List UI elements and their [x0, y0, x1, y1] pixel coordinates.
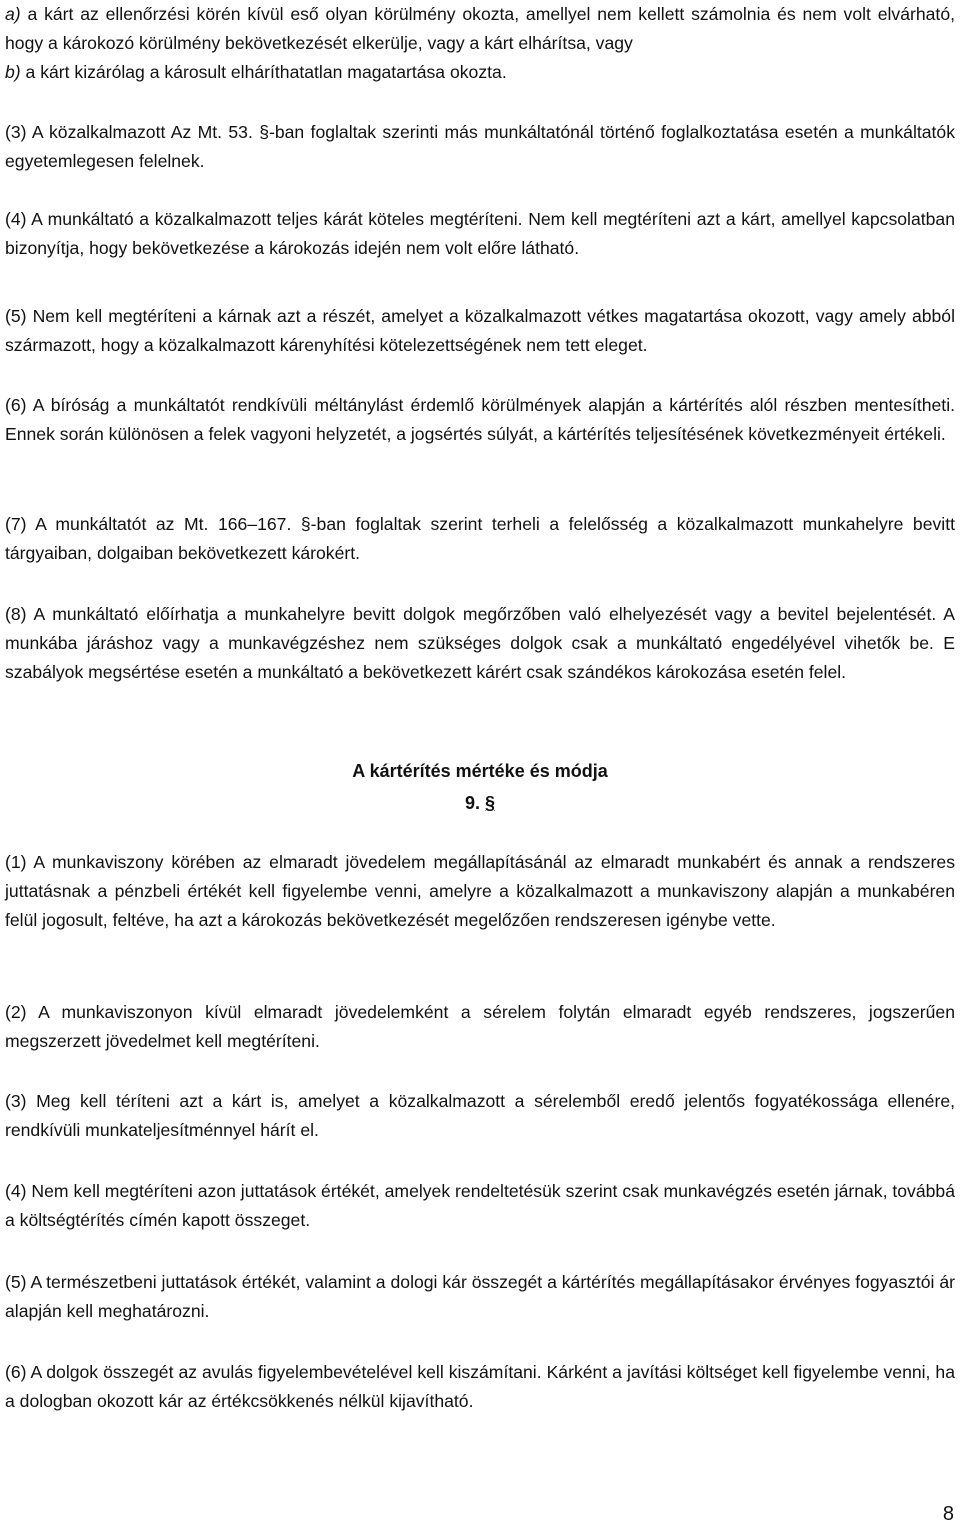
section-title: A kártérítés mértéke és módja [352, 761, 608, 781]
item-b-prefix: b) [5, 61, 21, 82]
item-a-prefix: a) [5, 4, 21, 24]
section-number [0, 789, 960, 817]
page-number: 8 [942, 1503, 954, 1525]
paragraph-3-top: (3) A közalkalmazott Az Mt. 53. §-ban foglaltak szerinti más munkáltatónál történő foglalkoztatása esetén a munkáltatók egyetemlegesen felelnek. [5, 122, 955, 171]
paragraph-4-bottom: (4) Nem kell megtéríteni azon juttatások értékét, amelyek rendeltetésük szerint csak munkavégzés esetén járnak, továbbá a költségtérítés címén kapott összeget. [5, 1181, 955, 1230]
item-b-text: a kárt kizárólag a károsult elháríthatatlan magatartása okozta. [20, 61, 507, 82]
paragraph-4-top: (4) A munkáltató a közalkalmazott teljes kárát köteles megtéríteni. Nem kell megtéríteni azt a kárt, amellyel kapcsolatban bizonyítja, hogy bekövetkezése a károkozás idején nem volt előre látható. [5, 209, 955, 258]
paragraph-3-bottom: (3) Meg kell téríteni azt a kárt is, amelyet a közalkalmazott a sérelemből eredő jelentős fogyatékossága ellenére, rendkívüli munkateljesítménnyel hárít el. [5, 1091, 955, 1140]
paragraph-1-bottom: (1) A munkaviszony körében az elmaradt jövedelem megállapításánál az elmaradt munkabért és annak a rendszeres juttatásnak a pénzbeli értékét kell figyelembe venni, amelyre a közalkalmazott a munkaviszony alapján a munkabéren felül jogosult, feltéve, ha azt a károkozás bekövetkezését megelőzően rendszeresen igénybe vette. [5, 852, 955, 930]
section-mark: § [485, 793, 496, 813]
paragraph-a-b [5, 0, 955, 86]
paragraph-6-bottom: (6) A dolgok összegét az avulás figyelembevételével kell kiszámítani. Kárként a javítási költséget kell figyelembe venni, ha a dologban okozott kár az értékcsökkenés nélkül kijavítható. [5, 1362, 955, 1411]
section-number-value: 9. [464, 793, 480, 813]
paragraph-8-top: (8) A munkáltató előírhatja a munkahelyre bevitt dolgok megőrzőben való elhelyezését vagy a bevitel bejelentését. A munkába járáshoz vagy a munkavégzéshez nem szükséges dolgok csak a munkáltató engedélyével vihetők be. E szabályok megsértése esetén a munkáltató a bekövetkezett kárért csak szándékos károkozása esetén felel. [5, 604, 955, 682]
paragraph-5-top: (5) Nem kell megtéríteni a kárnak azt a részét, amelyet a közalkalmazott vétkes magatartása okozott, vagy amely abból származott, hogy a közalkalmazott kárenyhítési kötelezettségének nem tett eleget. [5, 306, 955, 355]
paragraph-5-bottom: (5) A természetbeni juttatások értékét, valamint a dologi kár összegét a kártérítés megállapításakor érvényes fogyasztói ár alapján kell meghatározni. [5, 1272, 955, 1321]
paragraph-2-bottom: (2) A munkaviszonyon kívül elmaradt jövedelemként a sérelem folytán elmaradt egyéb rendszeres, jogszerűen megszerzett jövedelmet kell megtéríteni. [5, 1002, 955, 1051]
paragraph-7-top: (7) A munkáltatót az Mt. 166–167. §-ban foglaltak szerint terheli a felelősség a közalkalmazott munkahelyre bevitt tárgyaiban, dolgaiban bekövetkezett károkért. [5, 514, 955, 563]
paragraph-6-top: (6) A bíróság a munkáltatót rendkívüli méltánylást érdemlő körülmények alapján a kártérítés alól részben mentesítheti. Ennek során különösen a felek vagyoni helyzetét, a jogsértés súlyát, a kártérítés teljesítésének következményeit értékeli. [5, 395, 955, 444]
item-a-text: a kárt az ellenőrzési körén kívül eső olyan körülmény okozta, amellyel nem kellett számolnia és nem volt elvárható, hogy a károkozó körülmény bekövetkezését elkerülje, vagy a kárt elhárítsa, vagy [5, 4, 955, 53]
